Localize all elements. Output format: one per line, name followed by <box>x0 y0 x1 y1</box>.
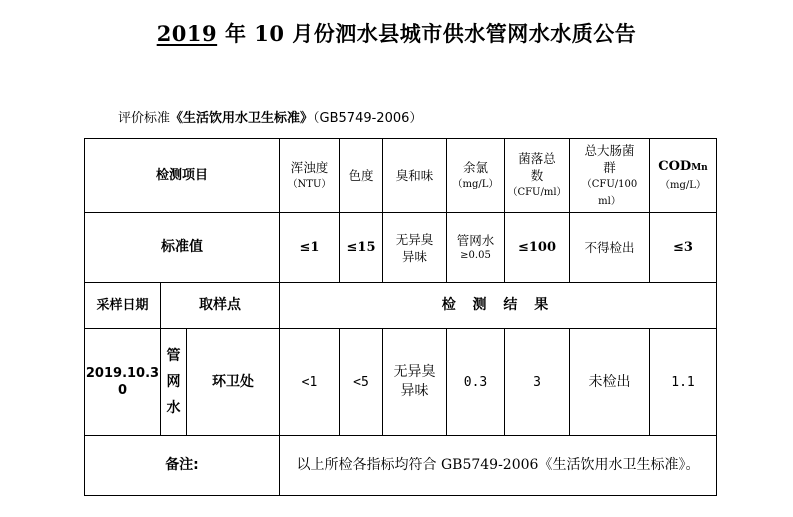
bacteria-unit: （CFU/ml） <box>507 187 567 198</box>
sample-turbidity: <1 <box>280 329 340 436</box>
standard-chlorine-1: 管网水 <box>456 233 495 248</box>
header-item: 检测项目 <box>85 139 280 213</box>
coliform-name-2: 群 <box>603 159 616 175</box>
header-coliform <box>570 139 650 213</box>
standard-bacteria: ≤100 <box>505 213 570 283</box>
cod-name: COD <box>658 158 692 174</box>
cod-sub: Mn <box>691 162 708 173</box>
sample-odor <box>383 329 447 436</box>
sample-date <box>85 329 161 436</box>
title-text: 年 10 月份泗水县城市供水管网水水质公告 <box>217 21 637 46</box>
standard-name: 《生活饮用水卫生标准》 <box>170 111 314 126</box>
standard-odor <box>383 213 447 283</box>
standard-color: ≤15 <box>340 213 383 283</box>
turbidity-name: 浑浊度 <box>290 159 329 175</box>
cod-unit: （mg/L） <box>660 179 706 191</box>
sample-type-1: 管 <box>166 348 181 364</box>
coliform-unit-2: ml） <box>598 195 621 207</box>
header-odor: 臭和味 <box>383 139 447 213</box>
standard-code: （GB5749-2006） <box>313 111 423 126</box>
standard-label: 标准值 <box>85 213 280 283</box>
sample-color: <5 <box>340 329 383 436</box>
sample-point-header: 取样点 <box>161 283 280 329</box>
sample-location: 环卫处 <box>187 329 280 436</box>
header-turbidity <box>280 139 340 213</box>
sample-odor-1: 无异臭 <box>393 364 436 380</box>
chlorine-unit: （mg/L） <box>452 178 499 190</box>
standard-row <box>85 213 717 283</box>
header-cod <box>650 139 717 213</box>
bacteria-name-2: 数 <box>530 168 544 183</box>
coliform-name-1: 总大肠菌 <box>584 142 635 158</box>
turbidity-unit: （NTU） <box>287 178 332 190</box>
sample-odor-2: 异味 <box>400 383 429 399</box>
sample-chlorine: 0.3 <box>447 329 505 436</box>
remark-text: 以上所检各指标均符合 GB5749-2006《生活饮用水卫生标准》。 <box>280 436 717 496</box>
sample-type-3: 水 <box>166 400 181 416</box>
standard-odor-1: 无异臭 <box>395 231 434 247</box>
water-quality-table <box>84 138 717 496</box>
evaluation-standard <box>118 107 422 126</box>
standard-chlorine-2: ≥0.05 <box>460 250 491 261</box>
sample-type <box>161 329 187 436</box>
sample-bacteria: 3 <box>505 329 570 436</box>
sample-cod: 1.1 <box>650 329 717 436</box>
sample-date-header: 采样日期 <box>85 283 161 329</box>
results-header: 检 测 结 果 <box>280 283 717 329</box>
remark-row <box>85 436 717 496</box>
sample-date-1: 2019.10.3 <box>85 366 160 381</box>
sample-header-row <box>85 283 717 329</box>
sample-type-2: 网 <box>166 374 181 390</box>
page-title <box>0 18 793 48</box>
coliform-unit-1: （CFU/100 <box>581 178 638 190</box>
remark-label: 备注: <box>85 436 280 496</box>
header-bacteria <box>505 139 570 213</box>
bacteria-name-1: 菌落总 <box>518 151 556 166</box>
standard-cod: ≤3 <box>650 213 717 283</box>
standard-prefix: 评价标准 <box>118 111 171 126</box>
standard-coliform: 不得检出 <box>570 213 650 283</box>
sample-date-2: 0 <box>117 383 128 398</box>
standard-turbidity: ≤1 <box>280 213 340 283</box>
header-chlorine <box>447 139 505 213</box>
title-year: 2019 <box>156 21 218 46</box>
sample-coliform: 未检出 <box>570 329 650 436</box>
sample-row <box>85 329 717 436</box>
header-row <box>85 139 717 213</box>
header-color: 色度 <box>340 139 383 213</box>
chlorine-name: 余氯 <box>462 159 488 175</box>
standard-odor-2: 异味 <box>401 248 427 264</box>
standard-chlorine <box>447 213 505 283</box>
